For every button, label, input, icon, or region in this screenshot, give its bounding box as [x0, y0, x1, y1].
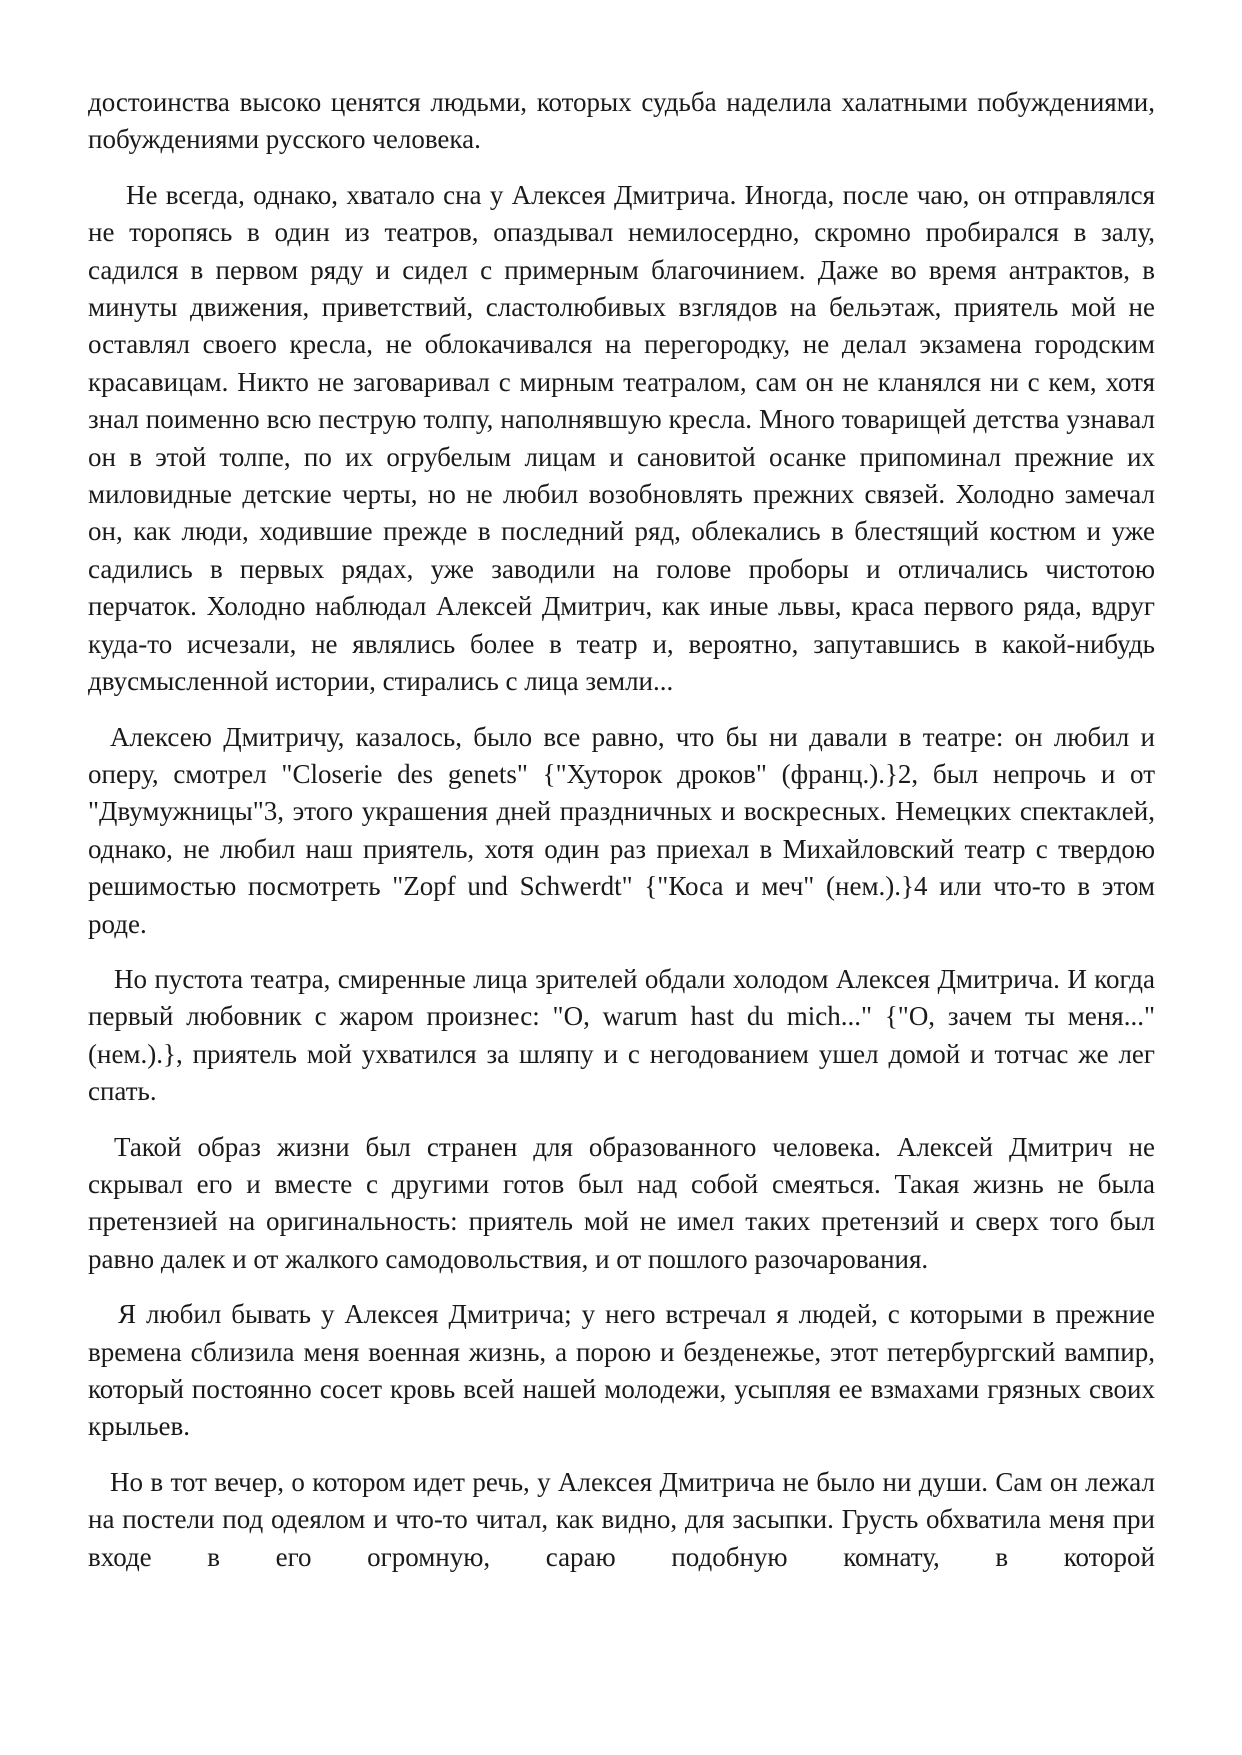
paragraph-5: Такой образ жизни был странен для образованного человека. Алексей Дмитрич не скрывал его и вместе с другими готов был над собой смеяться. Такая жизнь не была претензией на оригинальность: приятель мой не имел таких претензий и сверх того был равно далек и от жалкого самодовольствия, и от пошлого разочарования.: [88, 1131, 1155, 1274]
paragraph-4: Но пустота театра, смиренные лица зрителей обдали холодом Алексея Дмитрича. И когда первый любовник с жаром произнес: "O, warum hast du mich..." {"О, зачем ты меня..." (нем.).}, приятель мой ухватился за шляпу и с негодованием ушел домой и тотчас же лег спать.: [88, 963, 1155, 1107]
paragraph-1: достоинства высоко ценятся людьми, которых судьба наделила халатными побуждениями, побуждениями русского человека.: [88, 87, 1155, 155]
paragraph-3: Алексею Дмитричу, казалось, было все равно, что бы ни давали в театре: он любил и оперу, смотрел "Closerie des genets" {"Хуторок дроков" (франц.).}2, был непрочь и от "Двумужницы"3, этого украшения дней праздничных и воскресных. Немецких спектаклей, однако, не любил наш приятель, хотя один раз приехал в Михайловский театр с твердою решимостью посмотреть "Zopf und Schwerdt" {"Коса и меч" (нем.).}4 или что-то в этом роде.: [88, 721, 1155, 939]
paragraph-6: Я любил бывать у Алексея Дмитрича; у него встречал я людей, с которыми в прежние времена сблизила меня военная жизнь, а порою и безденежье, этот петербургский вампир, который постоянно сосет кровь всей нашей молодежи, усыпляя ее взмахами грязных своих крыльев.: [88, 1299, 1155, 1442]
document-page: [88, 84, 1155, 1576]
paragraph-2: Не всегда, однако, хватало сна у Алексея Дмитрича. Иногда, после чаю, он отправлялся не торопясь в один из театров, опаздывал немилосердно, скромно пробирался в залу, садился в первом ряду и сидел с примерным благочинием. Даже во время антрактов, в минуты движения, приветствий, сластолюбивых взглядов на бельэтаж, приятель мой не оставлял своего кресла, не облокачивался на перегородку, не делал экзамена городским красавицам. Никто не заговаривал с мирным театралом, сам он не кланялся ни с кем, хотя знал поименно всю пеструю толпу, наполнявшую кресла. Много товарищей детства узнавал он в этой толпе, по их огрубелым лицам и сановитой осанке припоминал прежние их миловидные детские черты, но не любил возобновлять прежних связей. Холодно замечал он, как люди, ходившие прежде в последний ряд, облекались в блестящий костюм и уже садились в первых рядах, уже заводили на голове проборы и отличались чистотою перчаток. Холодно наблюдал Алексей Дмитрич, как иные львы, краса первого ряда, вдруг куда-то исчезали, не являлись более в театр и, вероятно, запутавшись в какой-нибудь двусмысленной истории, стирались с лица земли...: [88, 179, 1155, 697]
paragraph-7: Но в тот вечер, о котором идет речь, у Алексея Дмитрича не было ни души. Сам он лежал на постели под одеялом и что-то читал, как видно, для засыпки. Грусть обхватила меня при входе в его огромную, сараю подобную комнату, в которой: [88, 1466, 1155, 1572]
